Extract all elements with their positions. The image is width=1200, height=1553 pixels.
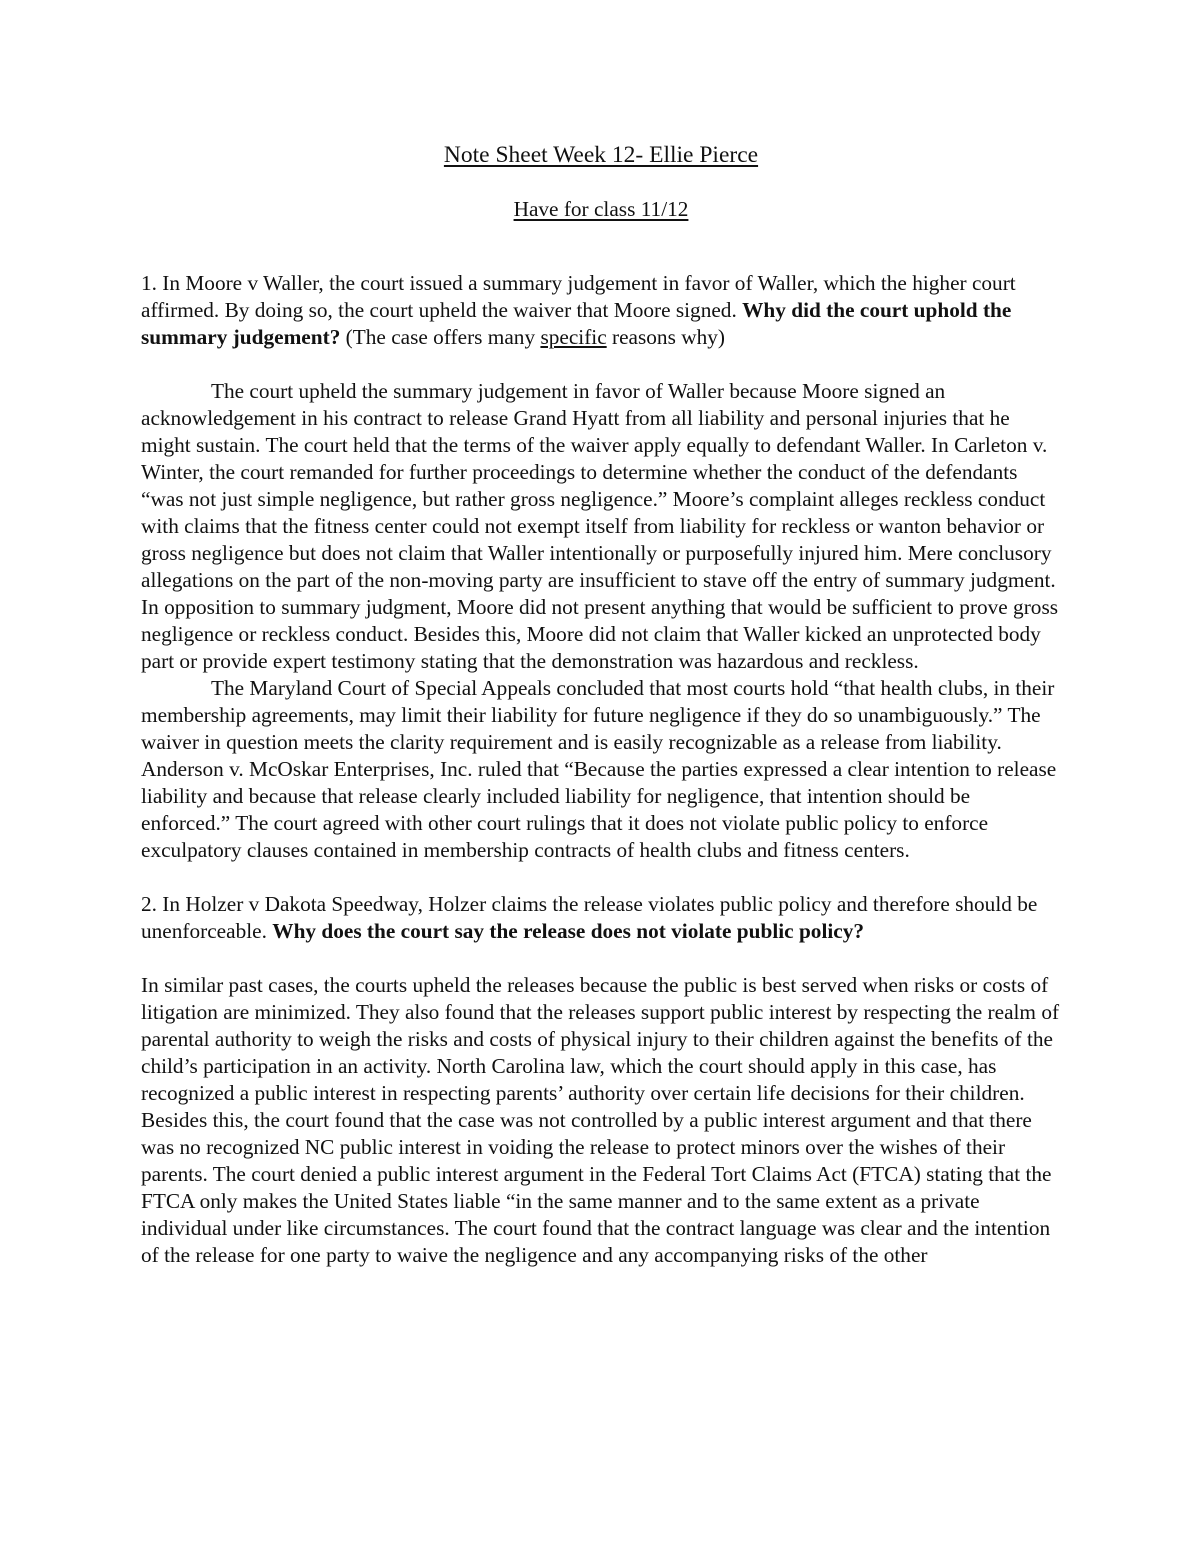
answer-1-paragraph-2: The Maryland Court of Special Appeals concluded that most courts hold “that health clubs, in their membership agreements, may limit their liability for future negligence if they do so unambiguously.” The waiver in question meets the clarity requirement and is easily recognizable as a release from liability. Anderson v. McOskar Enterprises, Inc. ruled that “Because the parties expressed a clear intention to release liability and because that release clearly included liability for negligence, that intention should be enforced.” The court agreed with other court rulings that it does not violate public policy to enforce exculpatory clauses contained in membership contracts of health clubs and fitness centers. xyxy=(141,676,1057,862)
question-1-tail-a: (The case offers many xyxy=(340,325,541,349)
question-2-lead: 2. In Holzer v Dakota Speedway, Holzer claims the release violates public policy and therefore should be unenforceable. xyxy=(141,892,1038,943)
question-1-bold: Why did the court uphold the summary judgement? xyxy=(141,298,1012,349)
question-1-underlined: specific xyxy=(540,325,607,349)
question-2 xyxy=(141,891,1061,945)
page-title xyxy=(141,140,1061,170)
question-1 xyxy=(141,270,1061,351)
page-subtitle-text: Have for class 11/12 xyxy=(513,197,689,221)
question-2-bold: Why does the court say the release does not violate public policy? xyxy=(272,919,865,943)
document-page xyxy=(141,140,1061,1269)
question-1-tail-b: reasons why) xyxy=(606,325,725,349)
page-subtitle xyxy=(141,196,1061,223)
answer-2-paragraph-1: In similar past cases, the courts upheld the releases because the public is best served when risks or costs of litigation are minimized. They also found that the releases support public interest by respecting the realm of parental authority to weigh the risks and costs of physical injury to their children against the benefits of the child’s participation in an activity. North Carolina law, which the court should apply in this case, has recognized a public interest in respecting parents’ authority over certain life decisions for their children. Besides this, the court found that the case was not controlled by a public interest argument and that there was no recognized NC public interest in voiding the release to protect minors over the wishes of their parents. The court denied a public interest argument in the Federal Tort Claims Act (FTCA) stating that the FTCA only makes the United States liable “in the same manner and to the same extent as a private individual under like circumstances. The court found that the contract language was clear and the intention of the release for one party to waive the negligence and any accompanying risks of the other xyxy=(141,973,1060,1267)
answer-1-paragraph-1: The court upheld the summary judgement in favor of Waller because Moore signed an acknowledgement in his contract to release Grand Hyatt from all liability and personal injuries that he might sustain. The court held that the terms of the waiver apply equally to defendant Waller. In Carleton v. Winter, the court remanded for further proceedings to determine whether the conduct of the defendants “was not just simple negligence, but rather gross negligence.” Moore’s complaint alleges reckless conduct with claims that the fitness center could not exempt itself from liability for reckless or wanton behavior or gross negligence but does not claim that Waller intentionally or purposefully injured him. Mere conclusory allegations on the part of the non-moving party are insufficient to stave off the entry of summary judgment. In opposition to summary judgment, Moore did not present anything that would be sufficient to prove gross negligence or reckless conduct. Besides this, Moore did not claim that Waller kicked an unprotected body part or provide expert testimony stating that the demonstration was hazardous and reckless. xyxy=(141,379,1059,673)
page-title-text: Note Sheet Week 12- Ellie Pierce xyxy=(443,142,759,168)
question-1-lead: 1. In Moore v Waller, the court issued a summary judgement in favor of Waller, which the higher court affirmed. By doing so, the court upheld the waiver that Moore signed. xyxy=(141,271,1016,322)
